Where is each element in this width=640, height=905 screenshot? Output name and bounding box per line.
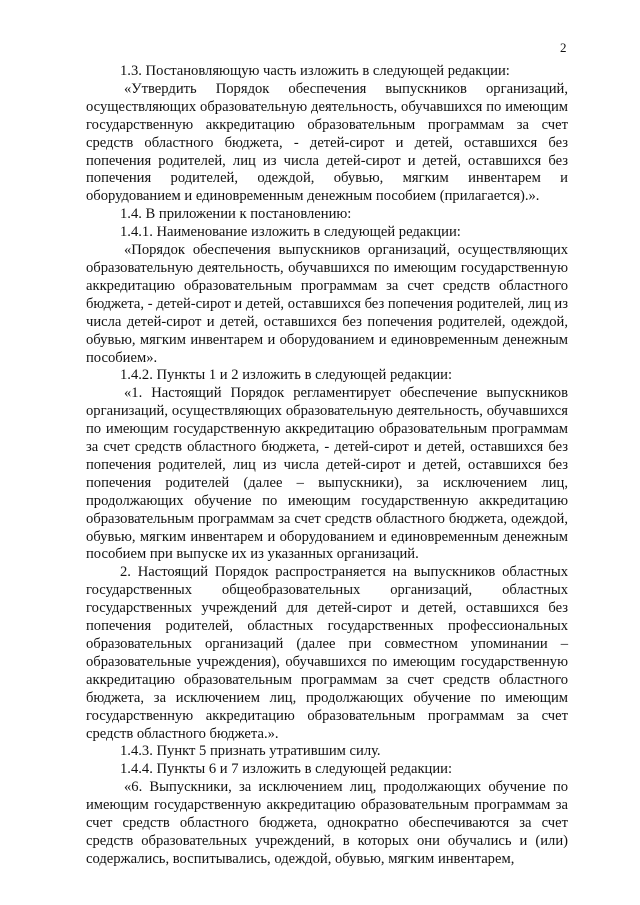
paragraph-point-6: «6. Выпускники, за исключением лиц, продолжающих обучение по имеющим государственную аккредитацию образовательным программам за счет средств областного бюджета, однократно обеспечиваются за счет средств образовательных учреждений, в которых они обучались и (или) содержались, воспитывались, одеждой, обувью, мягким инвентарем, xyxy=(86,779,568,867)
paragraph-1-4-2: 1.4.2. Пункты 1 и 2 изложить в следующей редакции: xyxy=(120,367,453,384)
paragraph-1-4: 1.4. В приложении к постановлению: xyxy=(120,206,352,223)
page-number: 2 xyxy=(560,40,567,55)
paragraph-point-2: 2. Настоящий Порядок распространяется на выпускников областных государственных общеобразовательных организаций, областных государственных учреждений для детей-сирот и детей, оставшихся без попечения родителей, областных государственных профессиональных образовательных организаций (далее при совместном упоминании – образовательные учреждения), обучавшихся по имеющим государственную аккредитацию образовательным программам за счет средств областного бюджета, за исключением лиц, продолжающих обучение по имеющим государственную аккредитацию образовательным программам за счет средств областного бюджета.». xyxy=(86,564,568,742)
paragraph-title-quote: «Порядок обеспечения выпускников организаций, осуществляющих образовательную деятельность, обучавшихся по имеющим государственную аккредитацию образовательным программам за счет средств областного бюджета, - детей-сирот и детей, оставшихся без попечения родителей, лиц из числа детей-сирот и детей, оставшихся без попечения родителей, одеждой, обувью, мягким инвентарем и оборудованием и единовременным денежным пособием». xyxy=(86,242,568,366)
paragraph-resolution-quote: «Утвердить Порядок обеспечения выпускников организаций, осуществляющих образовательную деятельность, обучавшихся по имеющим государственную аккредитацию образовательным программам за счет средств областного бюджета, - детей-сирот и детей, оставшихся без попечения родителей, лиц из числа детей-сирот и детей, оставшихся без попечения родителей, одеждой, обувью, мягким инвентарем и оборудованием и единовременным денежным пособием (прилагается).». xyxy=(86,80,568,205)
paragraph-1-4-1: 1.4.1. Наименование изложить в следующей редакции: xyxy=(120,224,461,241)
paragraph-1-4-3: 1.4.3. Пункт 5 признать утратившим силу. xyxy=(120,743,381,760)
paragraph-point-1: «1. Настоящий Порядок регламентирует обеспечение выпускников организаций, осуществляющих образовательную деятельность, обучавшихся по имеющим государственную аккредитацию образовательным программам за счет средств областного бюджета, - детей-сирот и детей, оставшихся без попечения родителей, лиц из числа детей-сирот и детей, оставшихся без попечения родителей (далее – выпускники), за исключением лиц, продолжающих обучение по имеющим государственную аккредитацию образовательным программам за счет средств областного бюджета, одеждой, обувью, мягким инвентарем и оборудованием и единовременным денежным пособием при выпуске их из указанных организаций. xyxy=(86,385,568,563)
paragraph-1-3: 1.3. Постановляющую часть изложить в следующей редакции: xyxy=(120,63,510,79)
paragraph-1-4-4: 1.4.4. Пункты 6 и 7 изложить в следующей редакции: xyxy=(120,761,453,778)
document-body xyxy=(86,63,568,869)
